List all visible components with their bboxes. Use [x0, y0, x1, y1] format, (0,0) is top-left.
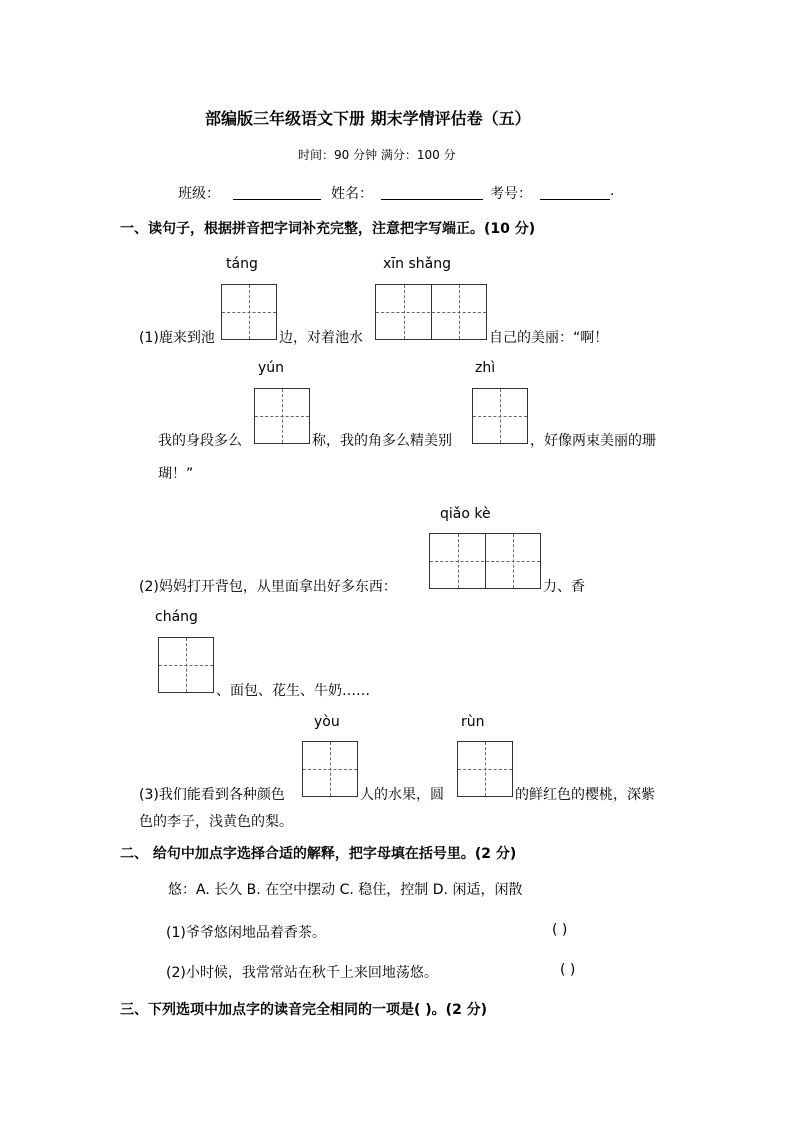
exam-info: 时间：90 分钟 满分：100 分: [298, 148, 456, 162]
q2-text-b: 力、香: [543, 579, 585, 595]
section2-q1: (1)爷爷悠闲地品着香茶。: [166, 925, 326, 941]
q3-text-a: (3)我们能看到各种颜色: [139, 787, 285, 803]
number-field[interactable]: [540, 199, 610, 200]
section2-options: 悠：A. 长久 B. 在空中摆动 C. 稳住，控制 D. 闲适，闲散: [168, 882, 523, 898]
pinyin-yun: yún: [258, 360, 285, 376]
char-box-zhi[interactable]: [472, 388, 528, 444]
number-label: 考号：: [490, 186, 532, 202]
section1-heading: 一、读句子，根据拼音把字词补充完整，注意把字写端正。(10 分): [120, 221, 536, 237]
name-field[interactable]: [381, 199, 483, 200]
char-box-you[interactable]: [302, 741, 358, 797]
q3-text-c: 的鲜红色的樱桃，深紫: [515, 787, 655, 803]
q2-text-a: (2)妈妈打开背包，从里面拿出好多东西：: [139, 579, 397, 595]
pinyin-tang: táng: [226, 256, 258, 272]
end-dot: .: [610, 183, 615, 199]
char-box-tang[interactable]: [221, 284, 277, 340]
q1-text-d: 我的身段多么: [158, 433, 242, 449]
q1-text-e: 称，我的角多么精美别: [312, 433, 452, 449]
pinyin-xinshang: xīn shǎng: [383, 256, 452, 272]
pinyin-run: rùn: [461, 714, 485, 730]
section3-heading: 三、下列选项中加点字的读音完全相同的一项是( )。(2 分): [120, 1002, 488, 1018]
pinyin-chang: cháng: [155, 609, 198, 625]
answer-paren-2[interactable]: ( ): [560, 962, 576, 978]
pinyin-qiaoke: qiǎo kè: [440, 506, 491, 522]
char-box-yun[interactable]: [254, 388, 310, 444]
q1-text-g: 瑚！”: [158, 466, 194, 482]
char-box-xinshang[interactable]: [375, 284, 487, 340]
q1-text-a: (1)鹿来到池: [139, 330, 215, 346]
class-field[interactable]: [233, 199, 321, 200]
class-label: 班级：: [178, 186, 220, 202]
char-box-qiaoke[interactable]: [429, 533, 541, 589]
q2-text-c: 、面包、花生、牛奶……: [216, 683, 370, 699]
page-title: 部编版三年级语文下册 期末学情评估卷（五）: [205, 109, 531, 128]
char-box-run[interactable]: [457, 741, 513, 797]
answer-paren-1[interactable]: ( ): [552, 922, 568, 938]
section2-heading: 二、 给句中加点字选择合适的解释，把字母填在括号里。(2 分): [120, 846, 517, 862]
name-label: 姓名：: [331, 186, 373, 202]
q1-text-c: 自己的美丽：“啊！: [489, 330, 609, 346]
q3-text-d: 色的李子，浅黄色的梨。: [139, 814, 293, 830]
pinyin-zhi: zhì: [475, 360, 496, 376]
q1-text-b: 边，对着池水: [279, 330, 363, 346]
pinyin-you: yòu: [314, 714, 340, 730]
q3-text-b: 人的水果，圆: [360, 787, 444, 803]
char-box-chang[interactable]: [158, 637, 214, 693]
section2-q2: (2)小时候，我常常站在秋千上来回地荡悠。: [166, 965, 438, 981]
q1-text-f: ，好像两束美丽的珊: [530, 433, 656, 449]
